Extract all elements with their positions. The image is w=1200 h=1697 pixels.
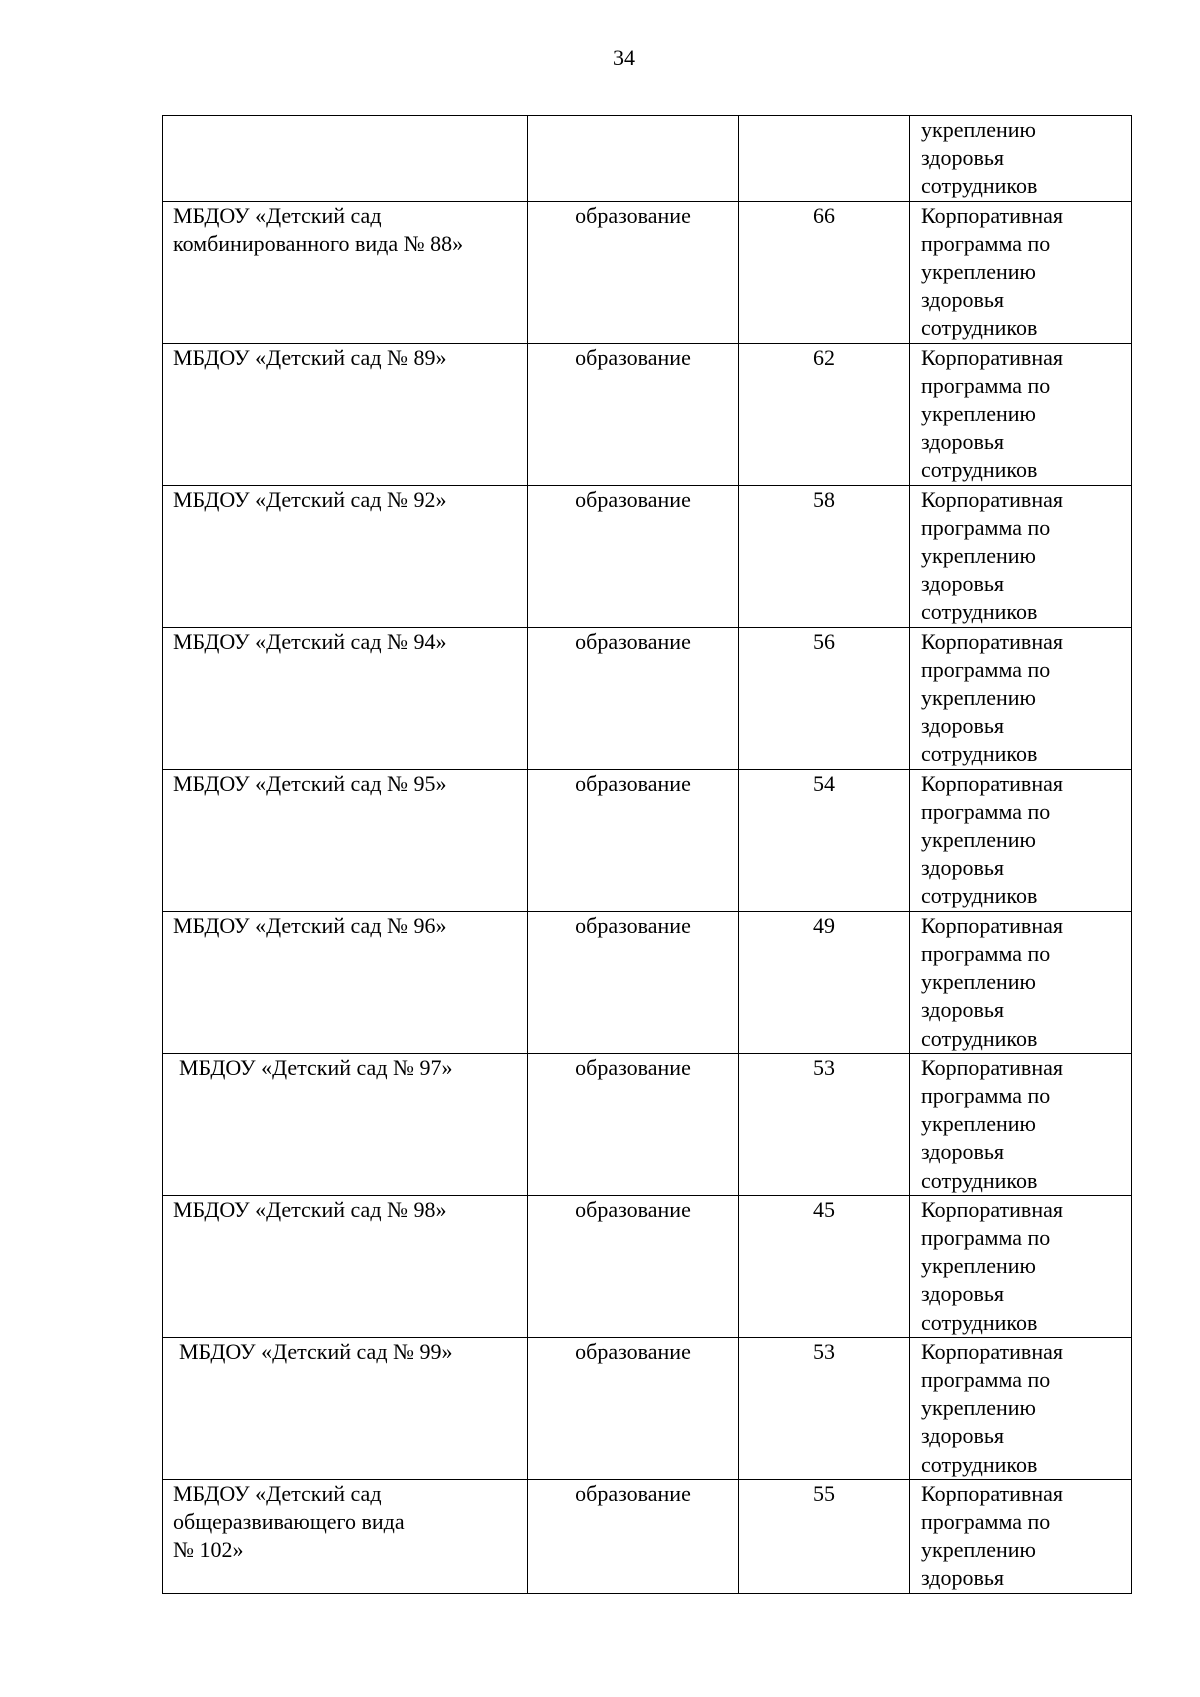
program-line: сотрудников bbox=[921, 1451, 1038, 1477]
program-line: программа по bbox=[921, 1508, 1051, 1534]
program-line: программа по bbox=[921, 656, 1051, 682]
cell-program bbox=[910, 1053, 1132, 1195]
program-line: сотрудников bbox=[921, 457, 1038, 483]
program-line: здоровья bbox=[921, 713, 1005, 739]
program-line: укреплению bbox=[921, 685, 1036, 711]
program-line: сотрудников bbox=[921, 1167, 1038, 1193]
program-line: здоровья bbox=[921, 287, 1005, 313]
cell-sector: образование bbox=[528, 911, 739, 1053]
organization-name-line: МБДОУ «Детский сад № 99» bbox=[179, 1338, 453, 1364]
program-line: сотрудников bbox=[921, 741, 1038, 767]
program-line: программа по bbox=[921, 798, 1051, 824]
cell-organization bbox=[163, 116, 528, 202]
program-line: укреплению bbox=[921, 827, 1036, 853]
program-line: укреплению bbox=[921, 1111, 1036, 1137]
cell-program bbox=[910, 116, 1132, 202]
organization-name-line: общеразвивающего вида bbox=[173, 1508, 405, 1534]
cell-employee-count: 62 bbox=[739, 343, 910, 485]
program-line: программа по bbox=[921, 372, 1051, 398]
organization-name-line: МБДОУ «Детский сад № 96» bbox=[173, 912, 447, 938]
program-line: Корпоративная bbox=[921, 1480, 1063, 1506]
cell-sector: образование bbox=[528, 1053, 739, 1195]
cell-sector: образование bbox=[528, 769, 739, 911]
table-row bbox=[163, 1337, 1132, 1479]
program-line: сотрудников bbox=[921, 599, 1038, 625]
program-line: укреплению bbox=[921, 1395, 1036, 1421]
program-line: укреплению bbox=[921, 543, 1036, 569]
organization-name-line: комбинированного вида № 88» bbox=[173, 230, 464, 256]
program-line: сотрудников bbox=[921, 1309, 1038, 1335]
table-row bbox=[163, 911, 1132, 1053]
program-line: укреплению bbox=[921, 259, 1036, 285]
cell-employee-count: 58 bbox=[739, 485, 910, 627]
cell-program bbox=[910, 627, 1132, 769]
program-line: сотрудников bbox=[921, 173, 1038, 199]
program-line: Корпоративная bbox=[921, 1054, 1063, 1080]
table-row bbox=[163, 769, 1132, 911]
program-line: укреплению bbox=[921, 969, 1036, 995]
cell-program bbox=[910, 769, 1132, 911]
cell-organization bbox=[163, 769, 528, 911]
cell-sector: образование bbox=[528, 1479, 739, 1593]
table-row bbox=[163, 1479, 1132, 1593]
table-row bbox=[163, 1195, 1132, 1337]
program-line: здоровья bbox=[921, 997, 1005, 1023]
cell-employee-count: 49 bbox=[739, 911, 910, 1053]
cell-program bbox=[910, 1337, 1132, 1479]
cell-sector: образование bbox=[528, 343, 739, 485]
program-line: программа по bbox=[921, 514, 1051, 540]
organization-name-line: МБДОУ «Детский сад № 95» bbox=[173, 770, 447, 796]
cell-organization bbox=[163, 343, 528, 485]
organization-name-line: МБДОУ «Детский сад № 94» bbox=[173, 628, 447, 654]
cell-employee-count: 53 bbox=[739, 1337, 910, 1479]
cell-sector: образование bbox=[528, 1195, 739, 1337]
cell-organization bbox=[163, 1337, 528, 1479]
cell-program bbox=[910, 201, 1132, 343]
program-line: Корпоративная bbox=[921, 628, 1063, 654]
cell-sector: образование bbox=[528, 627, 739, 769]
program-line: Корпоративная bbox=[921, 1196, 1063, 1222]
program-line: программа по bbox=[921, 1366, 1051, 1392]
organization-name-line: МБДОУ «Детский сад № 97» bbox=[179, 1054, 453, 1080]
program-line: Корпоративная bbox=[921, 770, 1063, 796]
cell-sector: образование bbox=[528, 485, 739, 627]
program-line: Корпоративная bbox=[921, 202, 1063, 228]
program-line: сотрудников bbox=[921, 1025, 1038, 1051]
table-row bbox=[163, 343, 1132, 485]
program-line: здоровья bbox=[921, 429, 1005, 455]
cell-program bbox=[910, 343, 1132, 485]
table-row bbox=[163, 485, 1132, 627]
cell-employee-count: 55 bbox=[739, 1479, 910, 1593]
cell-organization bbox=[163, 201, 528, 343]
program-line: здоровья bbox=[921, 1565, 1005, 1591]
program-line: здоровья bbox=[921, 571, 1005, 597]
cell-sector: образование bbox=[528, 1337, 739, 1479]
program-line: здоровья bbox=[921, 1281, 1005, 1307]
cell-organization bbox=[163, 627, 528, 769]
program-line: программа по bbox=[921, 1082, 1051, 1108]
program-line: здоровья bbox=[921, 145, 1005, 171]
program-line: Корпоративная bbox=[921, 1338, 1063, 1364]
program-line: сотрудников bbox=[921, 315, 1038, 341]
program-line: программа по bbox=[921, 230, 1051, 256]
program-line: программа по bbox=[921, 1224, 1051, 1250]
organization-name-line: МБДОУ «Детский сад № 98» bbox=[173, 1196, 447, 1222]
table-row bbox=[163, 627, 1132, 769]
program-line: Корпоративная bbox=[921, 344, 1063, 370]
program-line: Корпоративная bbox=[921, 486, 1063, 512]
organization-name-line: № 102» bbox=[173, 1537, 244, 1563]
table-row bbox=[163, 1053, 1132, 1195]
cell-employee-count: 66 bbox=[739, 201, 910, 343]
cell-sector: образование bbox=[528, 201, 739, 343]
cell-organization bbox=[163, 1479, 528, 1593]
table-row bbox=[163, 201, 1132, 343]
cell-program bbox=[910, 911, 1132, 1053]
organization-name-line: МБДОУ «Детский сад № 89» bbox=[173, 344, 447, 370]
table-row-continuation bbox=[163, 116, 1132, 202]
program-line: Корпоративная bbox=[921, 912, 1063, 938]
data-table bbox=[162, 115, 1132, 1594]
cell-organization bbox=[163, 485, 528, 627]
cell-program bbox=[910, 1195, 1132, 1337]
cell-program bbox=[910, 1479, 1132, 1593]
organization-name-line: МБДОУ «Детский сад bbox=[173, 202, 382, 228]
cell-organization bbox=[163, 1053, 528, 1195]
program-line: укреплению bbox=[921, 117, 1036, 142]
program-line: укреплению bbox=[921, 401, 1036, 427]
cell-organization bbox=[163, 911, 528, 1053]
organization-name-line: МБДОУ «Детский сад bbox=[173, 1480, 382, 1506]
program-line: здоровья bbox=[921, 1423, 1005, 1449]
program-line: укреплению bbox=[921, 1253, 1036, 1279]
cell-employee-count bbox=[739, 116, 910, 202]
cell-employee-count: 56 bbox=[739, 627, 910, 769]
organization-name-line: МБДОУ «Детский сад № 92» bbox=[173, 486, 447, 512]
program-line: программа по bbox=[921, 940, 1051, 966]
cell-organization bbox=[163, 1195, 528, 1337]
cell-sector bbox=[528, 116, 739, 202]
program-line: здоровья bbox=[921, 855, 1005, 881]
program-line: здоровья bbox=[921, 1139, 1005, 1165]
program-line: укреплению bbox=[921, 1537, 1036, 1563]
cell-employee-count: 54 bbox=[739, 769, 910, 911]
program-line: сотрудников bbox=[921, 883, 1038, 909]
page-number: 34 bbox=[613, 45, 635, 70]
cell-employee-count: 45 bbox=[739, 1195, 910, 1337]
cell-employee-count: 53 bbox=[739, 1053, 910, 1195]
cell-program bbox=[910, 485, 1132, 627]
